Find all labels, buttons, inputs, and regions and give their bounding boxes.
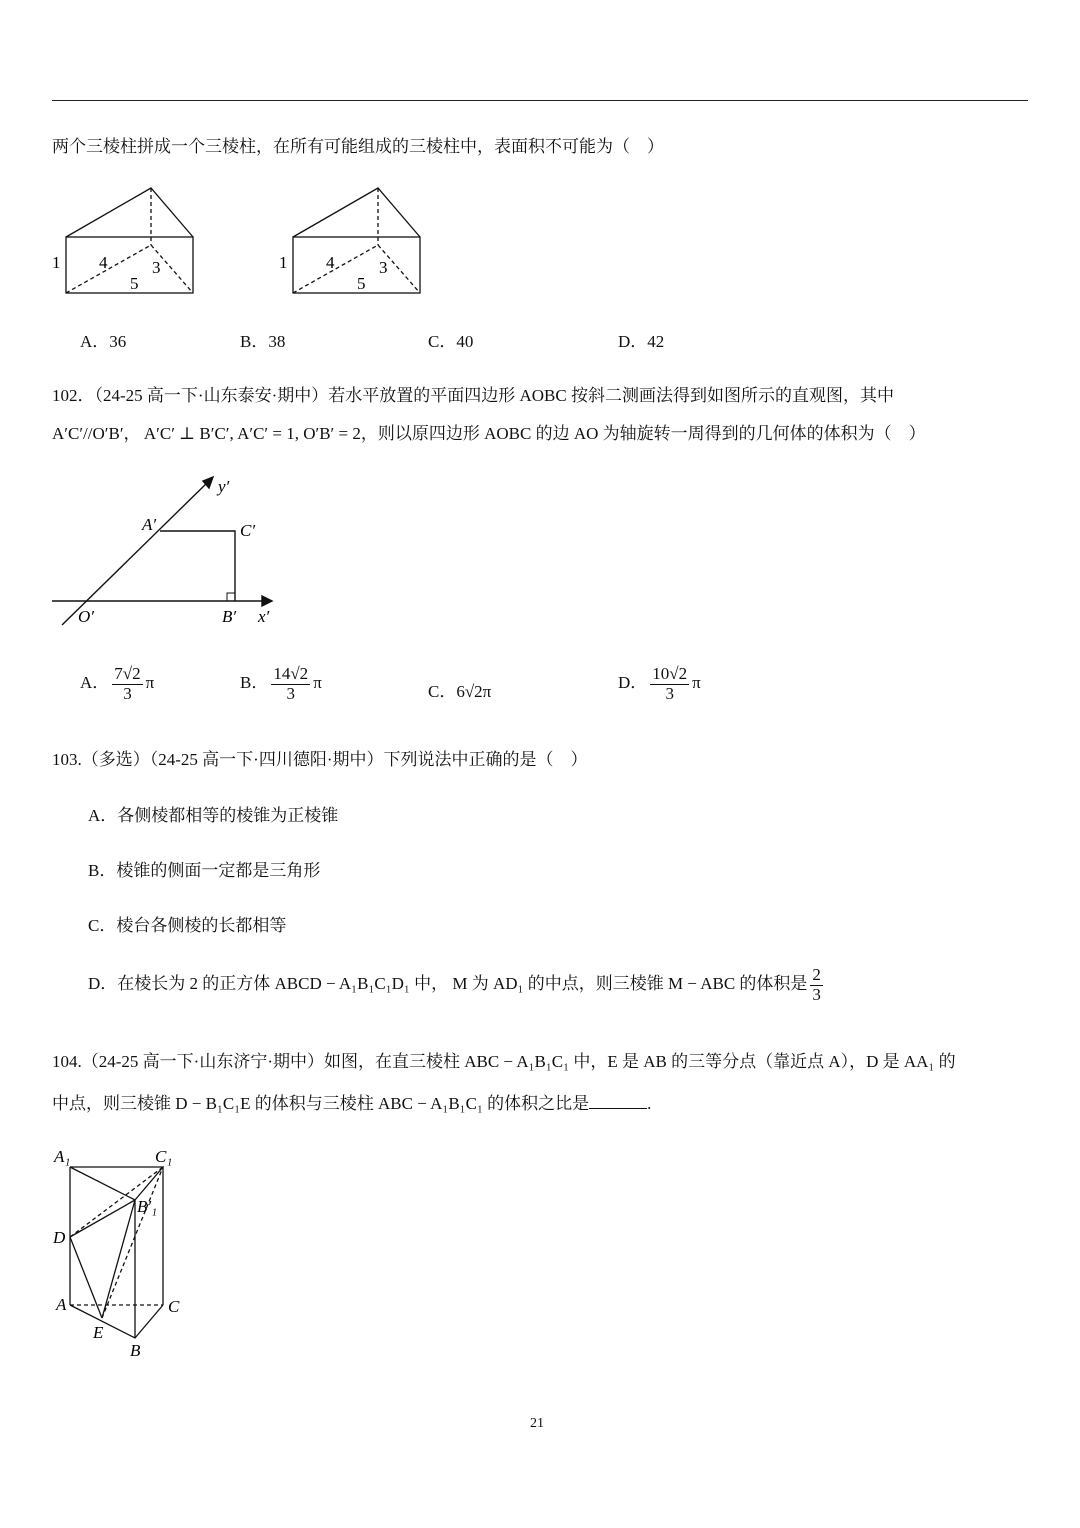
- svg-text:O′: O′: [78, 607, 94, 626]
- svg-text:A: A: [56, 1295, 67, 1314]
- q102-stem-line1: 102．（24-25 高一下·山东泰安·期中）若水平放置的平面四边形 AOBC 按斜二测画法得到如图所示的直观图，其中: [52, 386, 894, 405]
- q101-option-a: A．36: [80, 332, 127, 351]
- svg-text:A₁: A₁: [54, 1147, 71, 1166]
- q104-stem-line1: 104.（24-25 高一下·山东济宁·期中）如图，在直三棱柱 ABC − A₁B₁C₁ 中，E 是 AB 的三等分点（靠近点 A），D 是 AA₁ 的: [52, 1052, 956, 1071]
- q101-prism-figure-2: [267, 180, 437, 300]
- svg-text:4: 4: [326, 253, 335, 272]
- svg-text:3: 3: [152, 258, 161, 277]
- svg-text:B: B: [130, 1341, 141, 1360]
- q103-option-d: D．在棱长为 2 的正方体 ABCD − A₁B₁C₁D₁ 中， M 为 AD₁ 的中点，则三棱锥 M − ABC 的体积是 $\frac{2}{3}$: [88, 965, 821, 1004]
- svg-text:A′: A′: [142, 515, 157, 534]
- q102-option-b: B． $\frac{14√2}{3}$ π: [240, 664, 322, 703]
- header-rule: [52, 100, 1028, 101]
- q101-option-d: D．42: [618, 332, 665, 351]
- answer-blank: [589, 1108, 647, 1109]
- svg-text:C₁: C₁: [155, 1147, 173, 1166]
- q104-prism-diagram: [40, 1140, 200, 1370]
- q101-option-b: B．38: [240, 332, 286, 351]
- svg-text:3: 3: [379, 258, 388, 277]
- q103-stem: 103.（多选）（24-25 高一下·四川德阳·期中）下列说法中正确的是（ ）: [52, 750, 588, 769]
- svg-text:1: 1: [52, 253, 61, 272]
- svg-text:5: 5: [130, 274, 139, 293]
- q101-option-c: C．40: [428, 332, 474, 351]
- svg-text:y′: y′: [218, 477, 230, 496]
- page-number: 21: [530, 1416, 544, 1431]
- svg-text:x′: x′: [258, 607, 270, 626]
- svg-text:C′: C′: [240, 521, 256, 540]
- svg-text:E: E: [93, 1323, 104, 1342]
- q101-prism-figure-1: [40, 180, 210, 300]
- q101-stem: 两个三棱柱拼成一个三棱柱，在所有可能组成的三棱柱中，表面积不可能为（ ）: [52, 137, 664, 156]
- svg-text:C: C: [168, 1297, 180, 1316]
- q102-stem-line2: A′C′//O′B′， A′C′ ⊥ B′C′, A′C′ = 1, O′B′ = 2，则以原四边形 AOBC 的边 AO 为轴旋转一周得到的几何体的体积为（ ）: [52, 424, 926, 443]
- svg-text:4: 4: [99, 253, 108, 272]
- svg-text:B′: B′: [222, 607, 237, 626]
- q102-option-c: C．6√2π: [428, 682, 492, 701]
- svg-text:5: 5: [357, 274, 366, 293]
- svg-text:D: D: [53, 1228, 66, 1247]
- svg-text:B′₁: B′₁: [137, 1197, 158, 1216]
- q104-stem-line2: 中点，则三棱锥 D − B₁C₁E 的体积与三棱柱 ABC − A₁B₁C₁ 的体积之比是 .: [52, 1094, 652, 1113]
- q103-option-a: A．各侧棱都相等的棱锥为正棱锥: [88, 806, 339, 825]
- q102-oblique-diagram: [0, 460, 300, 640]
- q103-option-b: B．棱锥的侧面一定都是三角形: [88, 861, 321, 880]
- q102-option-a: A． $\frac{7√2}{3}$ π: [80, 664, 155, 703]
- q102-option-d: D． $\frac{10√2}{3}$ π: [618, 664, 701, 703]
- q103-option-c: C．棱台各侧棱的长都相等: [88, 916, 287, 935]
- svg-text:1: 1: [279, 253, 288, 272]
